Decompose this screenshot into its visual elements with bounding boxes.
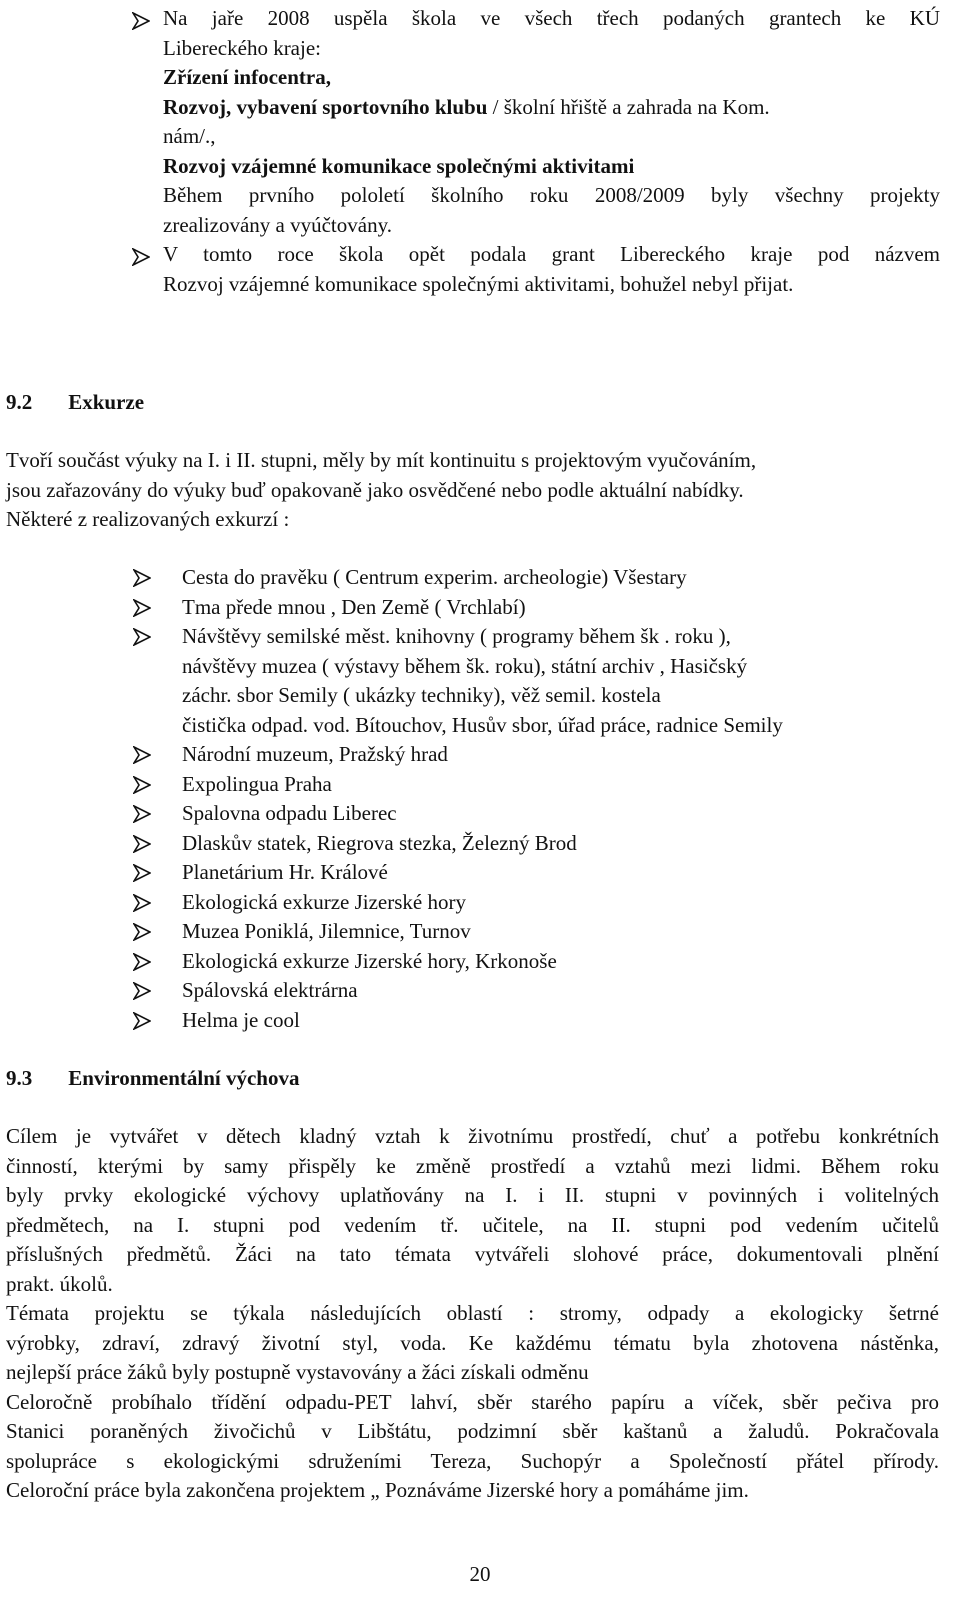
trip-item-line: čistička odpad. vod. Bítouchov, Husův sbor, úřad práce, radnice Semily bbox=[182, 712, 783, 737]
grant-item-2-line-2: Rozvoj vzájemné komunikace společnými aktivitami, bohužel nebyl přijat. bbox=[163, 271, 794, 296]
trip-item-line: Návštěvy semilské měst. knihovny ( programy během šk . roku ), bbox=[182, 624, 731, 648]
body-line: spolupráce s ekologickými sdruženími Tereza, Suchopýr a Společností přátel přírody. bbox=[6, 1448, 939, 1473]
grant-sport-club-detail: / školní hřiště a zahrada na Kom. bbox=[487, 94, 770, 119]
trip-item-line: Ekologická exkurze Jizerské hory bbox=[182, 889, 466, 914]
section-9-2-heading bbox=[6, 388, 144, 418]
body-line: Cílem je vytvářet v dětech kladný vztah k životnímu prostředí, chuť a potřebu konkrétních bbox=[6, 1124, 939, 1148]
body-line: Celoroční práce byla zakončena projektem „ Poznáváme Jizerské hory a pomáháme jim. bbox=[6, 1478, 749, 1502]
trip-item-line: Expolingua Praha bbox=[182, 771, 332, 796]
trip-item-line: Helma je cool bbox=[182, 1007, 300, 1032]
trip-item-line: Cesta do pravěku ( Centrum experim. archeologie) Všestary bbox=[182, 565, 687, 589]
trip-item-line: Národní muzeum, Pražský hrad bbox=[182, 742, 448, 766]
body-line: výrobky, zdraví, zdravý životní styl, voda. Ke každému tématu byla zhotovena nástěnka, bbox=[6, 1330, 939, 1355]
grant-nam-line: nám/., bbox=[163, 124, 216, 148]
arrowhead-bullet-icon bbox=[133, 864, 151, 882]
body-line: nejlepší práce žáků byly postupně vystavovány a žáci získali odměnu bbox=[6, 1360, 589, 1384]
section-9-3-body bbox=[6, 1122, 939, 1506]
section-number: 9.2 bbox=[6, 390, 33, 414]
arrowhead-bullet-icon bbox=[132, 248, 150, 266]
body-line: byly prvky ekologické výchovy uplatňovány na I. i II. stupni v povinných i volitelných bbox=[6, 1183, 939, 1207]
arrowhead-bullet-icon bbox=[133, 746, 151, 764]
grant-infocentrum: Zřízení infocentra, bbox=[163, 65, 331, 89]
section-title: Exkurze bbox=[68, 390, 145, 414]
body-line: Stanici poraněných živočichů v Libštátu, podzimní sběr kaštanů a žaludů. Pokračovala bbox=[6, 1419, 939, 1443]
arrowhead-bullet-icon bbox=[133, 628, 151, 646]
arrowhead-bullet-icon bbox=[133, 569, 151, 587]
section-9-3-heading bbox=[6, 1064, 299, 1094]
grant-item-1-tail-2: zrealizovány a vyúčtovány. bbox=[163, 212, 392, 237]
intro-line: Tvoří součást výuky na I. i II. stupni, měly by mít kontinuitu s projektovým vyučováním, bbox=[6, 448, 757, 472]
body-line: příslušných předmětů. Žáci na tato témata vytvářeli slohové práce, dokumentovali plnění bbox=[6, 1242, 939, 1266]
trip-item-line: Tma přede mnou , Den Země ( Vrchlabí) bbox=[182, 594, 526, 619]
body-line: předmětech, na I. stupni pod vedením tř. učitele, na II. stupni pod vedením učitelů bbox=[6, 1212, 939, 1237]
body-line: Celoročně probíhalo třídění odpadu-PET lahví, sběr starého papíru a víček, sběr pečiva pro bbox=[6, 1389, 939, 1414]
intro-line: jsou zařazovány do výuky buď opakovaně jako osvědčené nebo podle aktuální nabídky. bbox=[6, 477, 744, 502]
grant-item-2-line-1: V tomto roce škola opět podala grant Libereckého kraje pod názvem bbox=[163, 242, 940, 266]
body-line: prakt. úkolů. bbox=[6, 1271, 113, 1296]
arrowhead-bullet-icon bbox=[132, 12, 150, 30]
section-number: 9.3 bbox=[6, 1066, 33, 1090]
arrowhead-bullet-icon bbox=[133, 835, 151, 853]
intro-line: Některé z realizovaných exkurzí : bbox=[6, 507, 290, 531]
arrowhead-bullet-icon bbox=[133, 923, 151, 941]
arrowhead-bullet-icon bbox=[133, 805, 151, 823]
trip-item-line: záchr. sbor Semily ( ukázky techniky), věž semil. kostela bbox=[182, 683, 661, 707]
grant-item-1-tail-1: Během prvního pololetí školního roku 2008/2009 byly všechny projekty bbox=[163, 183, 940, 207]
trip-item-line: Muzea Poniklá, Jilemnice, Turnov bbox=[182, 919, 471, 943]
section-9-2-intro bbox=[6, 446, 939, 535]
trip-item-line: Spalovna odpadu Liberec bbox=[182, 801, 397, 825]
body-line: Témata projektu se týkala následujících oblastí : stromy, odpady a ekologicky šetrné bbox=[6, 1301, 939, 1325]
grant-item-1 bbox=[163, 4, 940, 240]
trip-item-line: návštěvy muzea ( výstavy během šk. roku), státní archiv , Hasičský bbox=[182, 653, 748, 678]
grant-communication: Rozvoj vzájemné komunikace společnými aktivitami bbox=[163, 153, 635, 178]
arrowhead-bullet-icon bbox=[133, 953, 151, 971]
arrowhead-bullet-icon bbox=[133, 894, 151, 912]
grant-item-2 bbox=[163, 240, 940, 299]
arrowhead-bullet-icon bbox=[133, 776, 151, 794]
trip-item-line: Spálovská elektrárna bbox=[182, 978, 358, 1002]
trip-item-line: Planetárium Hr. Králové bbox=[182, 860, 388, 884]
arrowhead-bullet-icon bbox=[133, 599, 151, 617]
body-line: činností, kterými by samy přispěly ke změně prostředí a vztahů mezi lidmi. Během roku bbox=[6, 1153, 939, 1178]
section-title: Environmentální výchova bbox=[68, 1066, 300, 1090]
grant-sport-club-title: Rozvoj, vybavení sportovního klubu bbox=[163, 94, 488, 119]
arrowhead-bullet-icon bbox=[133, 1012, 151, 1030]
grant-sport-club bbox=[163, 93, 940, 123]
grant-item-1-line-1: Na jaře 2008 uspěla škola ve všech třech podaných grantech ke KÚ bbox=[163, 6, 940, 30]
arrowhead-bullet-icon bbox=[133, 982, 151, 1000]
page-number: 20 bbox=[469, 1562, 491, 1586]
grant-item-1-line-2: Libereckého kraje: bbox=[163, 35, 321, 60]
trip-item-line: Dlaskův statek, Riegrova stezka, Železný Brod bbox=[182, 830, 577, 855]
trip-item-line: Ekologická exkurze Jizerské hory, Krkonoše bbox=[182, 948, 557, 973]
